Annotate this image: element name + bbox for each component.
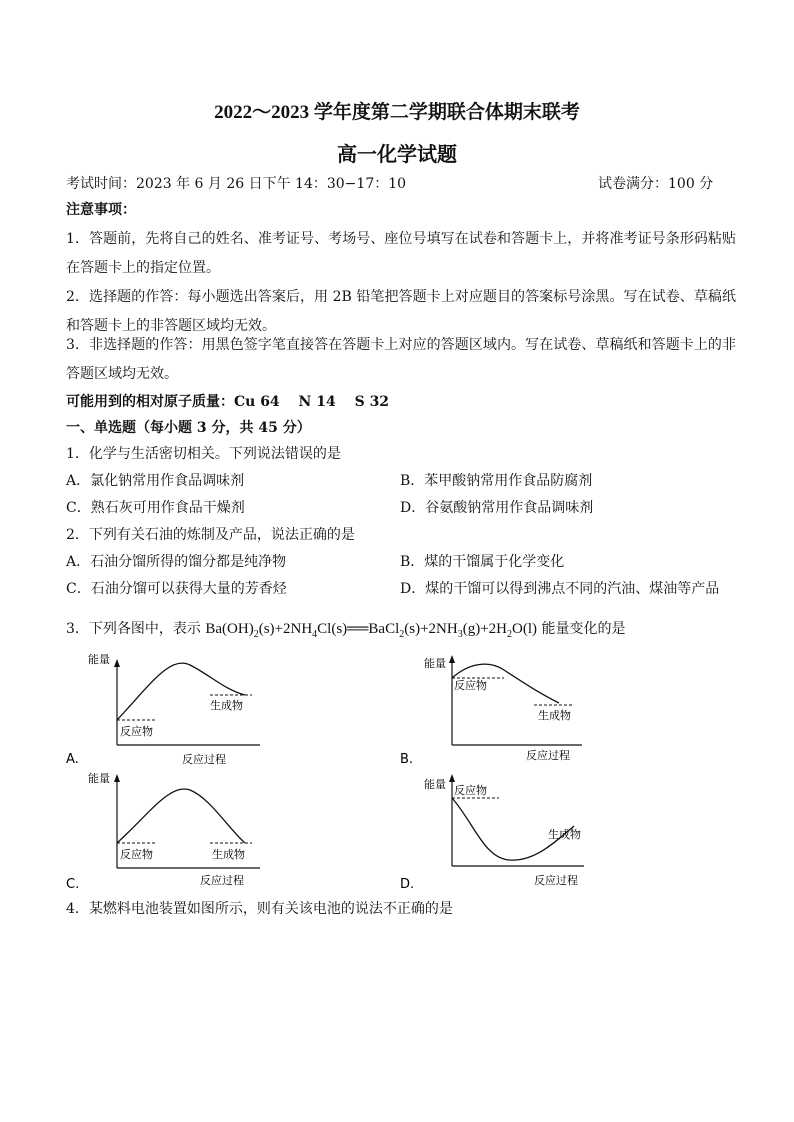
q3-equation: $Ba(OH)_2(s)+2NH_4Cl(s)══BaCl_2(s)+2NH_3(g)+2H_2O(l)$ <box>205 621 537 640</box>
q1-option-d: D．谷氨酸钠常用作食品调味剂 <box>400 500 594 516</box>
q3-graph-d <box>394 768 594 890</box>
q3-stem-prefix: 3．下列各图中，表示 <box>66 621 201 637</box>
q2-stem: 2．下列有关石油的炼制及产品，说法正确的是 <box>66 527 355 543</box>
exam-subtitle: 高一化学试题 <box>337 144 457 166</box>
reactant-label: 反应物 <box>454 784 487 797</box>
energy-curve <box>117 789 245 843</box>
x-axis-label: 反应过程 <box>534 874 578 887</box>
y-axis-label: 能量 <box>424 657 446 670</box>
section-heading: 一、单选题（每小题 3 分，共 45 分） <box>66 420 311 436</box>
atomic-masses: 可能用到的相对原子质量：Cu 64 N 14 S 32 <box>66 394 390 410</box>
q1-stem: 1．化学与生活密切相关。下列说法错误的是 <box>66 446 341 462</box>
option-label: A. <box>66 752 79 767</box>
y-axis-label: 能量 <box>88 653 110 666</box>
reactant-label: 反应物 <box>120 848 153 861</box>
notice-item-1: 1．答题前，先将自己的姓名、准考证号、考场号、座位号填写在试卷和答题卡上，并将准考证号条形码粘贴在答题卡上的指定位置。 <box>66 231 736 276</box>
q2-option-d: D．煤的干馏可以得到沸点不同的汽油、煤油等产品 <box>400 581 720 597</box>
reactant-label: 反应物 <box>120 725 153 738</box>
exam-score: 试卷满分：100 分 <box>598 176 714 192</box>
q2-option-a: A．石油分馏所得的馏分都是纯净物 <box>66 554 287 570</box>
q3-graph-b <box>394 645 594 767</box>
exam-title: 2022～2023 学年度第二学期联合体期末联考 <box>214 102 580 123</box>
x-axis-label: 反应过程 <box>182 753 226 766</box>
option-label: C. <box>66 877 80 890</box>
y-axis-label: 能量 <box>424 778 446 791</box>
q2-option-c: C．石油分馏可以获得大量的芳香烃 <box>66 581 287 597</box>
product-label: 生成物 <box>548 828 581 841</box>
option-label: B. <box>400 752 414 767</box>
q1-option-a: A．氯化钠常用作食品调味剂 <box>66 473 245 489</box>
q3-graph-a <box>60 645 280 767</box>
reactant-label: 反应物 <box>454 679 487 692</box>
q3-graph-c <box>60 768 280 890</box>
product-label: 生成物 <box>538 709 571 722</box>
q3-stem <box>66 619 625 645</box>
q2-option-b: B．煤的干馏属于化学变化 <box>400 554 565 570</box>
notice-heading: 注意事项： <box>66 202 136 218</box>
product-label: 生成物 <box>212 848 245 861</box>
q1-option-b: B．苯甲酸钠常用作食品防腐剂 <box>400 473 593 489</box>
y-axis-label: 能量 <box>88 772 110 785</box>
option-label: D. <box>400 877 415 890</box>
x-axis-label: 反应过程 <box>526 749 570 762</box>
q1-option-c: C．熟石灰可用作食品干燥剂 <box>66 500 245 516</box>
notice-item-3: 3．非选择题的作答：用黑色签字笔直接答在答题卡上对应的答题区域内。写在试卷、草稿纸和答题卡上的非答题区域均无效。 <box>66 337 736 382</box>
x-axis-label: 反应过程 <box>200 874 244 887</box>
notice-item-2: 2．选择题的作答：每小题选出答案后，用 2B 铅笔把答题卡上对应题目的答案标号涂黑。写在试卷、草稿纸和答题卡上的非答题区域均无效。 <box>66 289 736 334</box>
q4-stem: 4．某燃料电池装置如图所示，则有关该电池的说法不正确的是 <box>66 901 453 917</box>
exam-time: 考试时间：2023 年 6 月 26 日下午 14：30−17：10 <box>66 176 407 192</box>
product-label: 生成物 <box>210 699 243 712</box>
q3-stem-suffix: 能量变化的是 <box>541 621 626 637</box>
